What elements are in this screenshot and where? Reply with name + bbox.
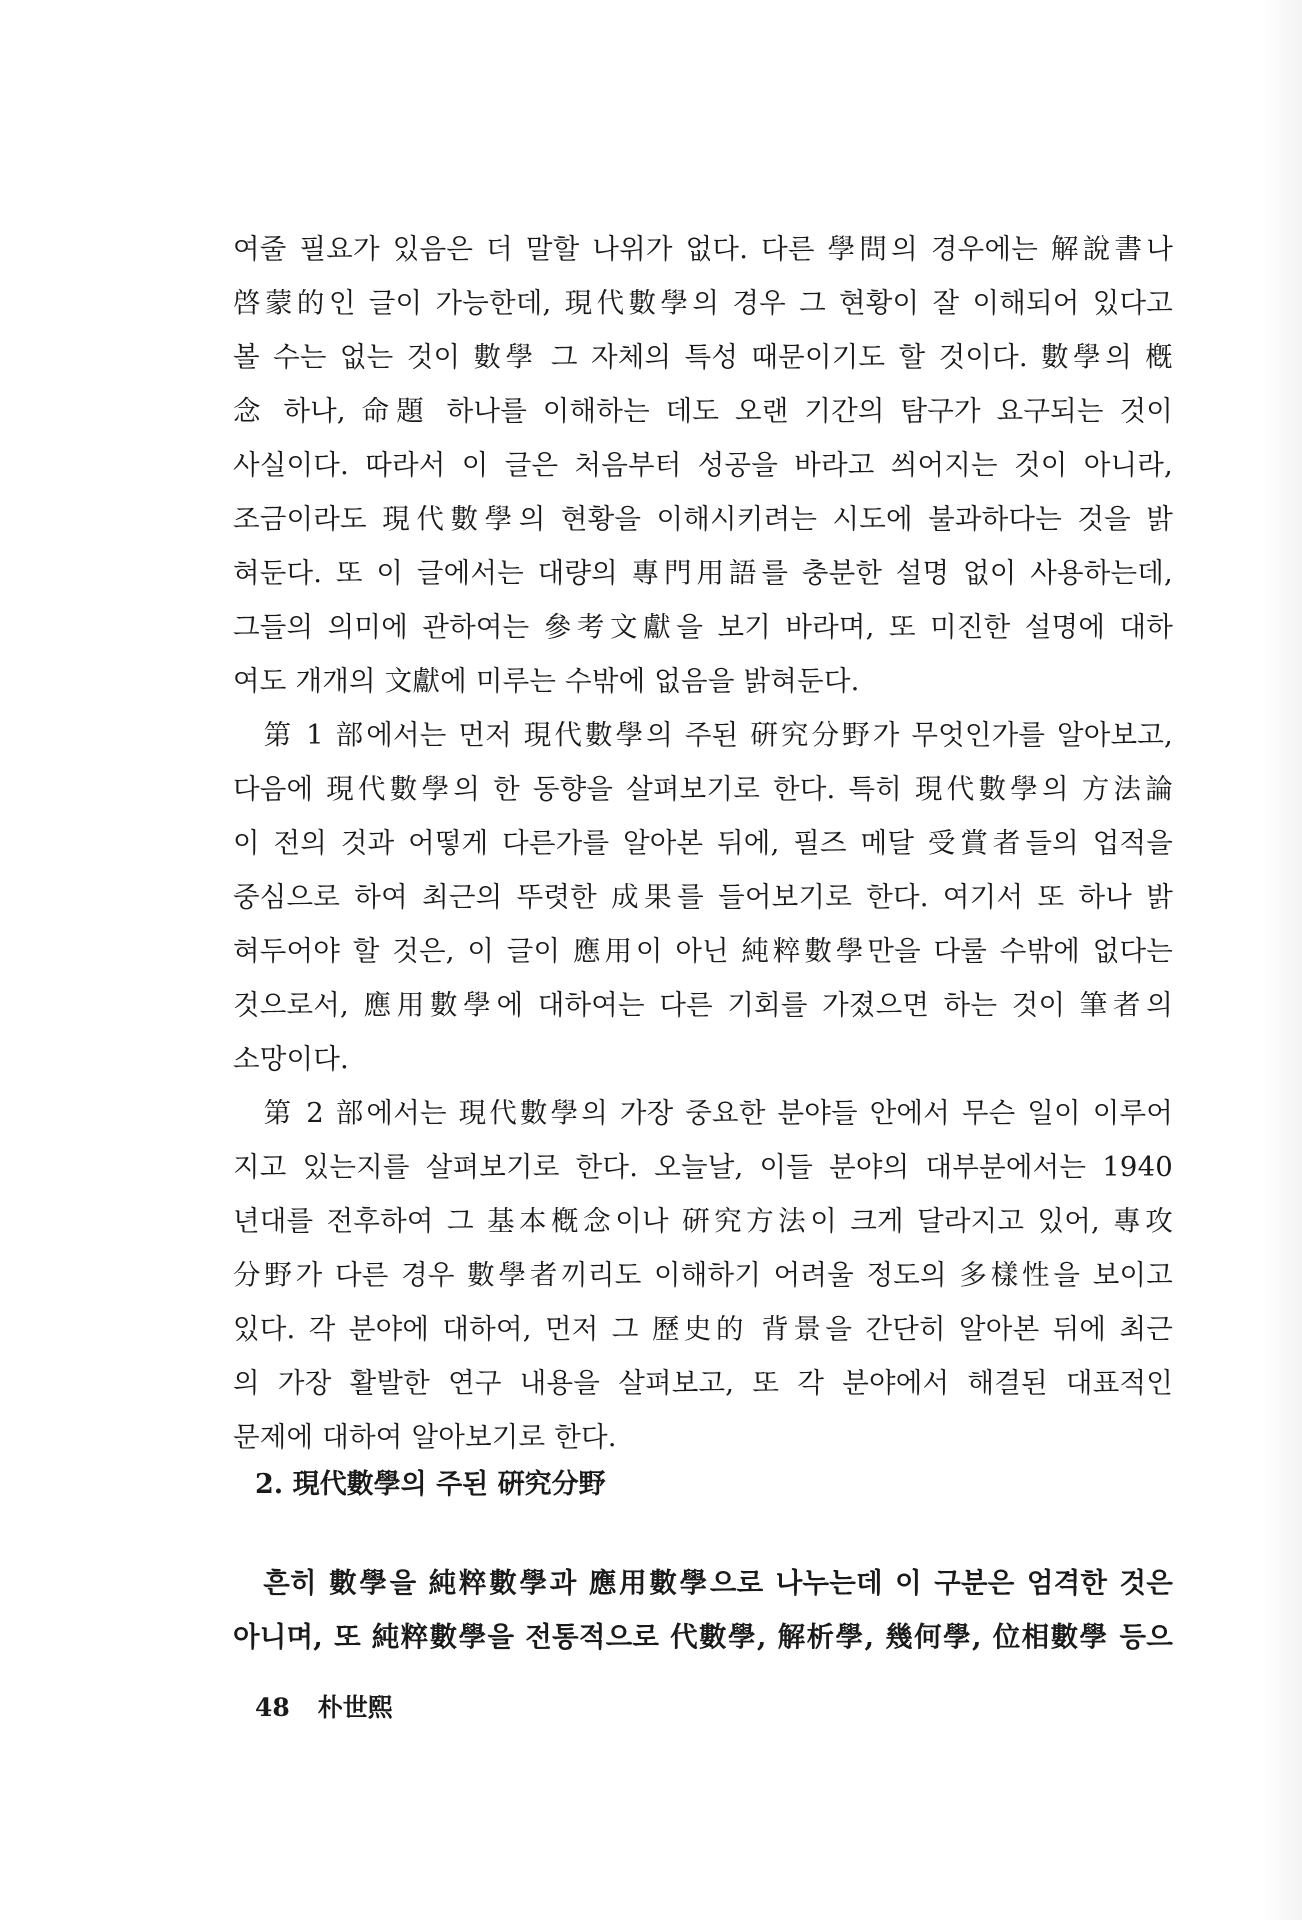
section-body-text: [233, 1556, 1173, 1664]
text-line: 지고 있는지를 살펴보기로 한다. 오늘날, 이들 분야의 대부분에서는 1940: [233, 1151, 1173, 1183]
text-line: 것으로서, 應用數學에 대하여는 다른 기회를 가졌으면 하는 것이 筆者의: [233, 989, 1173, 1021]
author-name: 朴世熙: [317, 1693, 393, 1722]
text-line: 第 2 部에서는 現代數學의 가장 중요한 분야들 안에서 무슨 일이 이루어: [233, 1097, 1173, 1129]
page-number: 48: [255, 1693, 290, 1722]
text-line: 啓蒙的인 글이 가능한데, 現代數學의 경우 그 현황이 잘 이해되어 있다고: [233, 287, 1173, 319]
text-line: 혀둔다. 또 이 글에서는 대량의 專門用語를 충분한 설명 없이 사용하는데,: [233, 557, 1173, 589]
text-line: 여도 개개의 文獻에 미루는 수밖에 없음을 밝혀둔다.: [233, 665, 860, 697]
paragraph: [233, 222, 1173, 708]
text-line: 문제에 대하여 알아보기로 한다.: [233, 1421, 617, 1453]
text-line: 년대를 전후하여 그 基本槪念이나 硏究方法이 크게 달라지고 있어, 專攻: [233, 1205, 1173, 1237]
text-line: 볼 수는 없는 것이 數學 그 자체의 특성 때문이기도 할 것이다. 數學의 槪: [233, 341, 1173, 373]
text-line: 의 가장 활발한 연구 내용을 살펴보고, 또 각 분야에서 해결된 대표적인: [233, 1367, 1173, 1399]
text-line: 여줄 필요가 있음은 더 말할 나위가 없다. 다른 學問의 경우에는 解說書나: [233, 233, 1173, 265]
text-line: 흔히 數學을 純粹數學과 應用數學으로 나누는데 이 구분은 엄격한 것은: [233, 1567, 1173, 1599]
text-line: 사실이다. 따라서 이 글은 처음부터 성공을 바라고 씌어지는 것이 아니라,: [233, 449, 1173, 481]
text-line: 소망이다.: [233, 1043, 350, 1075]
page-edge-shadow: [1262, 0, 1302, 1920]
text-line: 第 1 部에서는 먼저 現代數學의 주된 硏究分野가 무엇인가를 알아보고,: [233, 719, 1173, 751]
text-line: 중심으로 하여 최근의 뚜렷한 成果를 들어보기로 한다. 여기서 또 하나 밝: [233, 881, 1173, 913]
section-heading: 2. 現代數學의 주된 硏究分野: [255, 1469, 606, 1500]
text-line: 다음에 現代數學의 한 동향을 살펴보기로 한다. 특히 現代數學의 方法論: [233, 773, 1173, 805]
text-line: 있다. 각 분야에 대하여, 먼저 그 歷史的 背景을 간단히 알아본 뒤에 최근: [233, 1313, 1173, 1345]
page-footer: [255, 1688, 393, 1728]
paragraph: [233, 1086, 1173, 1464]
text-line: 이 전의 것과 어떻게 다른가를 알아본 뒤에, 필즈 메달 受賞者들의 업적을: [233, 827, 1173, 859]
text-line: 그들의 의미에 관하여는 參考文獻을 보기 바라며, 또 미진한 설명에 대하: [233, 611, 1173, 643]
text-line: 念 하나, 命題 하나를 이해하는 데도 오랜 기간의 탐구가 요구되는 것이: [233, 395, 1173, 427]
text-line: 分野가 다른 경우 數學者끼리도 이해하기 어려울 정도의 多樣性을 보이고: [233, 1259, 1173, 1291]
body-text: [233, 222, 1173, 1464]
paragraph: [233, 708, 1173, 1086]
text-line: 혀두어야 할 것은, 이 글이 應用이 아닌 純粹數學만을 다룰 수밖에 없다는: [233, 935, 1173, 967]
text-line: 조금이라도 現代數學의 현황을 이해시키려는 시도에 불과하다는 것을 밝: [233, 503, 1173, 535]
text-line: 아니며, 또 純粹數學을 전통적으로 代數學, 解析學, 幾何學, 位相數學 등으: [233, 1621, 1173, 1653]
